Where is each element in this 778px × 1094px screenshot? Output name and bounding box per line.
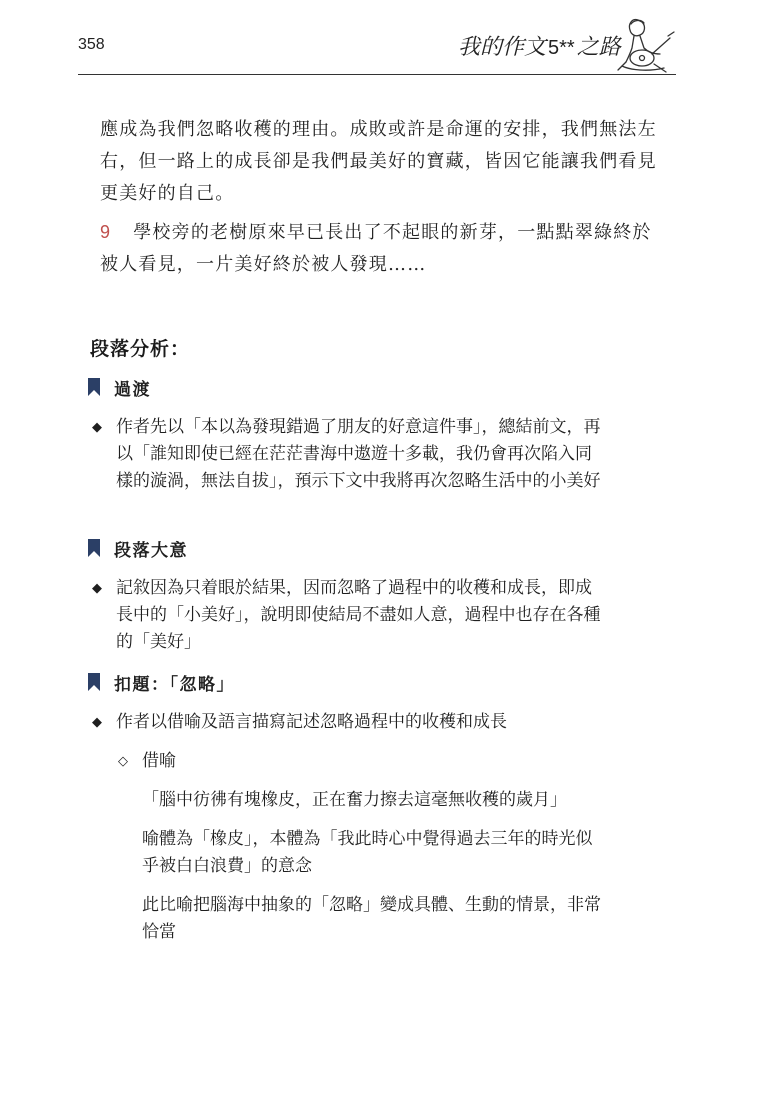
- essay-paragraph-9: [100, 216, 660, 281]
- diamond-bullet-icon: ◆: [92, 715, 102, 730]
- bullet-item: [88, 709, 606, 736]
- paragraph-9-text: 學校旁的老樹原來早已長出了不起眼的新芽，一點點翠綠終於被人看見，一片美好終於被人發現……: [100, 222, 652, 275]
- diamond-bullet-icon: ◆: [92, 581, 102, 596]
- essay-paragraph-continued: 應成為我們忽略收穫的理由。成敗或許是命運的安排，我們無法左右，但一路上的成長卻是我們最美好的寶藏，皆因它能讓我們看見更美好的自己。: [100, 119, 657, 204]
- book-title-number: 5**: [548, 37, 575, 59]
- section-header: [88, 669, 648, 695]
- section-transition: [88, 374, 648, 495]
- bookmark-icon: [88, 378, 100, 396]
- bullet-item: [88, 414, 606, 495]
- paragraph-number: 9: [100, 222, 112, 242]
- bookmark-icon: [88, 539, 100, 557]
- sub-bullet-text: 借喻: [142, 751, 176, 771]
- bullet-item: [88, 575, 606, 656]
- header-divider: [78, 74, 676, 75]
- hollow-diamond-bullet-icon: ◇: [118, 754, 128, 769]
- book-title-part2: 之路: [576, 35, 621, 60]
- analysis-heading: 段落分析：: [90, 338, 191, 360]
- section-header: [88, 535, 648, 561]
- quote-paragraph: 「腦中彷彿有塊橡皮，正在奮力擦去這毫無收穫的歲月」: [142, 790, 567, 810]
- book-title: [458, 30, 621, 70]
- section-main-idea: [88, 535, 648, 656]
- bullet-text: 作者以借喻及語言描寫記述忽略過程中的收穫和成長: [116, 712, 507, 732]
- guitar-player-illustration: [608, 14, 678, 76]
- section-theme: [88, 669, 648, 946]
- evaluation-paragraph: 此比喻把腦海中抽象的「忽略」變成具體、生動的情景，非常恰當: [142, 895, 601, 942]
- bullet-text: 記敘因為只着眼於結果，因而忽略了過程中的收穫和成長，即成長中的「小美好」，說明即使結局不盡如人意，過程中也存在各種的「美好」: [116, 578, 601, 652]
- section-header: [88, 374, 648, 400]
- essay-text: [100, 114, 660, 287]
- section-title: 過渡: [114, 379, 151, 400]
- section-title: 扣題：「忽略」: [114, 674, 235, 695]
- book-title-part1: 我的作文: [458, 35, 547, 60]
- diamond-bullet-icon: ◆: [92, 420, 102, 435]
- section-title: 段落大意: [114, 540, 188, 561]
- bookmark-icon: [88, 673, 100, 691]
- sub-bullet-item: [88, 748, 648, 775]
- page-number: 358: [78, 36, 105, 53]
- explanation-paragraph: 喻體為「橡皮」，本體為「我此時心中覺得過去三年的時光似乎被白白浪費」的意念: [142, 829, 593, 876]
- bullet-text: 作者先以「本以為發現錯過了朋友的好意這件事」，總結前文，再以「誰知即使已經在茫茫書海中遨遊十多載，我仍會再次陷入同樣的漩渦，無法自拔」，預示下文中我將再次忽略生活中的小美好: [116, 417, 601, 491]
